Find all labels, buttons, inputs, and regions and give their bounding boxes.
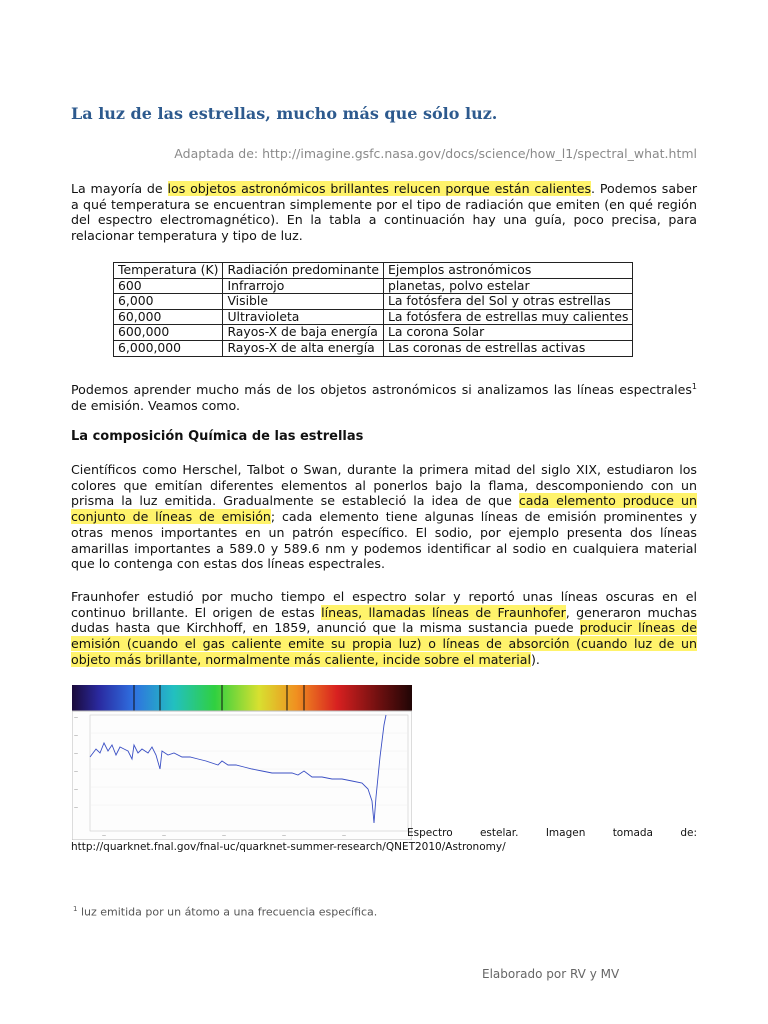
table-row — [114, 340, 633, 356]
p3-line-7: que lo contenga con estas dos líneas espectrales. — [71, 556, 385, 572]
svg-text:—: — — [74, 733, 78, 738]
p3-line-3: prisma la luz emitida. Gradualmente se estableció la idea de que cada elemento produce un — [71, 493, 697, 509]
highlight: líneas, llamadas líneas de Fraunhofer — [321, 604, 566, 620]
caption-word: tomada — [612, 827, 653, 839]
source-note: Adaptada de: http://imagine.gsfc.nasa.gov/docs/science/how_l1/spectral_what.html — [174, 146, 697, 161]
table-header: Temperatura (K) — [114, 263, 223, 279]
svg-text:—: — — [74, 805, 78, 810]
svg-text:—: — — [342, 833, 346, 838]
caption-word: de: — [680, 827, 697, 839]
table-row — [114, 325, 633, 341]
table-cell: 60,000 — [114, 309, 223, 325]
paragraph-lines — [71, 379, 697, 414]
svg-text:—: — — [74, 769, 78, 774]
p4-line-5: objeto más brillante, normalmente más caliente, incide sobre el material). — [71, 651, 540, 667]
table-header: Ejemplos astronómicos — [383, 263, 632, 279]
table-header: Radiación predominante — [223, 263, 384, 279]
table-cell: 6,000 — [114, 294, 223, 310]
table-cell: Infrarrojo — [223, 278, 384, 294]
footnote-marker: 1 — [73, 905, 78, 913]
p3-line-1: Científicos como Herschel, Talbot o Swan, durante la primera mitad del siglo XIX, estudiaron los — [71, 462, 697, 477]
p4-line-3: dudas hasta que Kirchhoff, en 1859, anunció que la misma sustancia puede producir líneas de — [71, 620, 697, 636]
table-header-row — [114, 263, 633, 279]
stellar-spectrum-image — [72, 685, 412, 840]
p3-line-5: otras menos importantes en un patrón específico. El sodio, por ejemplo presenta dos líneas — [71, 524, 697, 540]
table-cell: La corona Solar — [383, 325, 632, 341]
table-row — [114, 294, 633, 310]
footnote — [73, 905, 377, 919]
composition-paragraph — [71, 462, 697, 572]
section-heading: La composición Química de las estrellas — [71, 429, 364, 444]
caption-word: Imagen — [545, 827, 586, 839]
page-title: La luz de las estrellas, mucho más que sólo luz. — [71, 104, 498, 123]
intro-paragraph — [71, 181, 697, 244]
table-row — [114, 278, 633, 294]
p3-line-6: amarillas importantes a 589.0 y 589.6 nm y podemos identificar al sodio en cualquiera material — [71, 540, 697, 556]
svg-text:—: — — [222, 833, 226, 838]
highlight: los objetos astronómicos brillantes relucen porque están calientes — [167, 181, 592, 196]
p4-line-4 — [71, 636, 697, 652]
footnote-text: luz emitida por un átomo a una frecuencia específica. — [77, 905, 378, 919]
figure-caption — [407, 827, 697, 839]
table-cell: Visible — [223, 294, 384, 310]
svg-text:—: — — [74, 751, 78, 756]
p2-line-2: de emisión. Veamos como. — [71, 397, 241, 413]
svg-text:—: — — [74, 787, 78, 792]
table-cell: Rayos-X de baja energía — [223, 325, 384, 341]
intro-line-2: a qué temperatura se encuentran simplemente por el tipo de radiación que emiten (en qué región — [71, 196, 697, 212]
p4-line-1: Fraunhofer estudió por mucho tiempo el espectro solar y reportó unas líneas oscuras en el — [71, 589, 697, 604]
caption-word: estelar. — [479, 827, 519, 839]
table-cell: Rayos-X de alta energía — [223, 340, 384, 356]
intro-line-3: del espectro electromagnético). En la tabla a continuación hay una guía, poco precisa, para — [71, 212, 697, 228]
footnote-ref: 1 — [691, 382, 697, 391]
table-cell: 600,000 — [114, 325, 223, 341]
table-cell: 600 — [114, 278, 223, 294]
svg-text:—: — — [74, 715, 78, 720]
svg-text:—: — — [102, 833, 106, 838]
fraunhofer-paragraph — [71, 589, 697, 668]
highlight: producir líneas de — [579, 620, 697, 636]
p3-line-4: conjunto de líneas de emisión; cada elemento tiene algunas líneas de emisión prominentes y — [71, 509, 698, 525]
table-row — [114, 309, 633, 325]
caption-word: Espectro — [407, 827, 453, 839]
table-cell: Ultravioleta — [223, 309, 384, 325]
table-cell: La fotósfera de estrellas muy calientes — [383, 309, 632, 325]
table-cell: La fotósfera del Sol y otras estrellas — [383, 294, 632, 310]
spectrum-color-bar — [72, 685, 412, 711]
highlight: objeto más brillante, normalmente más caliente, incide sobre el material — [71, 651, 532, 667]
plot-frame — [72, 711, 412, 840]
temperature-table — [113, 262, 633, 357]
highlight: cada elemento produce un — [518, 493, 697, 509]
intro-line-1: La mayoría de los objetos astronómicos brillantes relucen porque están calientes. Podemos saber — [71, 181, 697, 196]
table-cell: 6,000,000 — [114, 340, 223, 356]
highlight: conjunto de líneas de emisión — [71, 509, 271, 525]
svg-text:—: — — [162, 833, 166, 838]
table-cell: Las coronas de estrellas activas — [383, 340, 632, 356]
svg-text:—: — — [282, 833, 286, 838]
p4-line-2: continuo brillante. El origen de estas líneas, llamadas líneas de Fraunhofer, generaron muchas — [71, 604, 697, 620]
intro-line-4: relacionar temperatura y tipo de luz. — [71, 228, 303, 244]
figure-source-url: http://quarknet.fnal.gov/fnal-uc/quarknet-summer-research/QNET2010/Astronomy/ — [71, 841, 506, 853]
p2-line-1: Podemos aprender mucho más de los objetos astronómicos si analizamos las líneas espectrales$^1$ — [71, 382, 697, 398]
table-cell: planetas, polvo estelar — [383, 278, 632, 294]
p3-line-2: colores que emitían diferentes elementos al ponerlos bajo la flama, descomponiendo con un — [71, 477, 697, 493]
highlight: emisión (cuando el gas caliente emite su propia luz) o líneas de absorción (cuando luz de un — [71, 636, 697, 652]
page-footer: Elaborado por RV y MV — [482, 967, 620, 981]
